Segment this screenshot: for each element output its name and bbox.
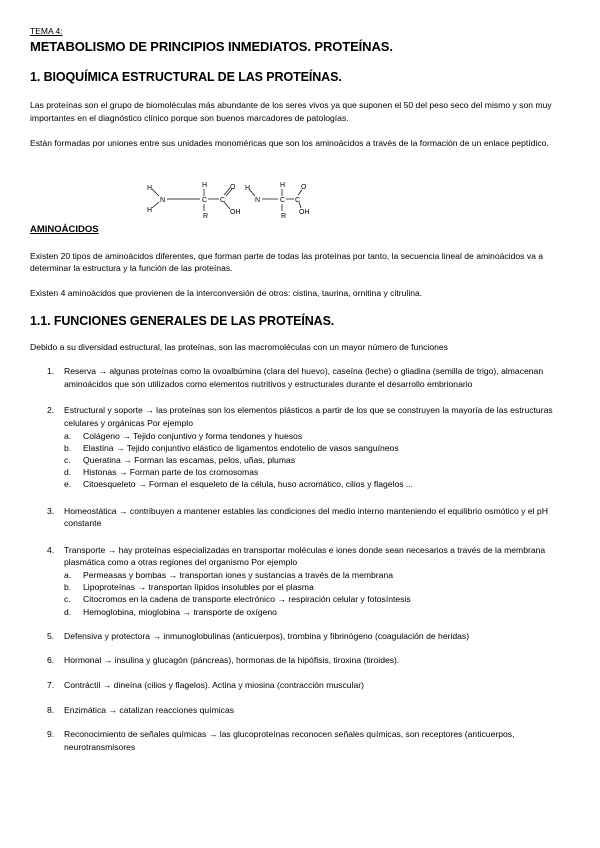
function-number: 4. [47,544,55,555]
function-item [30,704,570,717]
molecule-atom: C [280,197,286,204]
function-subitem [64,581,570,593]
aminoacidos-paragraph-1: Existen 20 tipos de aminoácidos diferentes, que forman parte de todas las proteínas por tanto, la secuencia lineal de aminoácidos va a determinar la estructura y la función de las proteínas. [30,250,544,274]
aminoacidos-paragraph-2: Existen 4 aminoácidos que provienen de la interconversión de otros: cistina, taurina, ornitina y citrulina. [30,287,423,298]
subitem-letter: b. [64,442,72,453]
function-item [30,505,570,530]
function-number: 7. [47,679,55,690]
tema-label: TEMA 4: [30,26,63,36]
function-item [30,728,570,753]
functions-list [30,365,570,753]
molecule-atom: OH [299,209,310,216]
subitem-text: Elastina → Tejido conjuntivo elástico de ligamentos endotelio de vasos sanguíneos [83,442,399,453]
subitem-text: Lipoproteínas → transportan lípidos insolubles por el plasma [83,582,314,593]
subitem-letter: a. [64,430,72,441]
function-item [30,544,570,618]
subitem-letter: b. [64,582,72,593]
function-subitem [64,454,570,466]
section-1-1-title: 1.1. FUNCIONES GENERALES DE LAS PROTEÍNAS. [30,313,335,328]
function-text: Contráctil → dineína (cilios y flagelos). Actina y miosina (contracción muscular) [64,679,364,690]
function-text: Enzimática → catalizan reacciones químicas [64,704,235,715]
function-number: 1. [47,366,55,377]
amino-acid-2 [245,182,310,220]
molecule-atom: C [220,197,226,204]
section-1-title: 1. BIOQUÍMICA ESTRUCTURAL DE LAS PROTEÍNAS. [30,70,342,84]
amino-acid-1 [147,182,241,220]
section-1-1-intro: Debido a su diversidad estructural, las proteínas, son las macromoléculas con un mayor número de funciones [30,341,448,352]
subitem-text: Permeasas y bombas → transportan iones y sustancias a través de la membrana [83,569,394,580]
subitem-letter: c. [64,594,71,605]
peptide-bond-structure [145,156,310,220]
subitem-letter: d. [64,467,72,478]
subitem-text: Citoesqueleto → Forman el esqueleto de la célula, huso acromático, cilios y flagelos ... [83,479,414,490]
subitem-letter: e. [64,479,72,490]
function-number: 8. [47,704,55,715]
molecule-atom: H [245,185,251,192]
molecule-atom: H [280,182,286,189]
function-number: 2. [47,405,55,416]
molecule-atom: O [301,184,307,191]
molecule-atom: R [203,213,209,220]
function-item [30,679,570,692]
molecule-atom: C [295,197,301,204]
function-subitem [64,478,570,490]
function-sublist [64,430,570,491]
function-subitem [64,442,570,454]
molecule-atom: OH [230,209,241,216]
document-title: METABOLISMO DE PRINCIPIOS INMEDIATOS. PROTEÍNAS. [30,39,393,54]
molecule-atom: H [147,185,153,192]
subitem-letter: d. [64,606,72,617]
function-subitem [64,569,570,581]
molecule-atom: H [147,207,153,214]
function-number: 9. [47,729,55,740]
function-subitem [64,430,570,442]
subitem-letter: c. [64,454,71,465]
aminoacidos-heading: AMINOÁCIDOS [30,223,99,235]
function-item [30,365,570,390]
molecule-atom: C [202,197,208,204]
molecule-atom: N [255,197,261,204]
function-text: Reserva → algunas proteínas como la ovoalbúmina (clara del huevo), caseína (leche) o gliadina (semilla de trigo), almacenan aminoácidos que son utilizados como elementos nutritivos y estructurales durante el desarrollo embrionario [64,366,544,389]
subitem-letter: a. [64,569,72,580]
function-item [30,654,570,667]
molecule-atom: N [160,197,166,204]
subitem-text: Hemoglobina, mioglobina → transporte de oxígeno [83,606,277,617]
function-subitem [64,606,570,618]
function-number: 6. [47,655,55,666]
function-item [30,630,570,643]
molecule-atom: H [202,182,208,189]
function-text: Reconocimiento de señales químicas → las glucoproteínas reconocen señales químicas, son receptores (anticuerpos, neurotransmisores [64,729,515,752]
subitem-text: Histonas → Forman parte de los cromosomas [83,467,259,478]
function-item [30,404,570,490]
function-text: Estructural y soporte → las proteínas son los elementos plásticos a partir de los que se construyen la mayoría de las estructuras celulares y orgánicas Por ejemplo [64,405,553,428]
subitem-text: Citocromos en la cadena de transporte electrónico → respiración celular y fotosíntesis [83,594,411,605]
function-text: Homeostática → contribuyen a mantener estables las condiciones del medio interno manteniendo el equilibrio osmótico y el pH constante [64,505,548,529]
function-subitem [64,466,570,478]
function-number: 3. [47,505,55,516]
section-1-paragraph-1: Las proteínas son el grupo de biomoléculas más abundante de los seres vivos ya que suponen el 50 del peso seco del mismo y son muy importantes en el diagnóstico clínico porque son buenos marcadores de patologías. [30,100,552,123]
function-sublist [64,569,570,618]
function-text: Defensiva y protectora → inmunoglobulinas (anticuerpos), trombina y fibrinógeno (coagulación de heridas) [64,630,470,641]
function-text: Transporte → hay proteínas especializadas en transportar moléculas e iones donde sean necesarios a través de la membrana plasmática como a otras regiones del organismo Por ejemplo [64,544,546,568]
function-text: Hormonal → insulina y glucagón (páncreas), hormonas de la hipófisis, tiroxina (tiroides). [64,655,400,666]
document-page [30,26,570,753]
molecule-atom: R [281,213,287,220]
section-1-paragraph-2: Están formadas por uniones entre sus unidades monoméricas que son los aminoácidos a través de la formación de un enlace peptídico. [30,138,549,149]
function-subitem [64,593,570,605]
molecule-atom: O [230,184,236,191]
function-number: 5. [47,630,55,641]
subitem-text: Colágeno → Tejido conjuntivo y forma tendones y huesos [83,430,303,441]
subitem-text: Queratina → Forman las escamas, pelos, uñas, plumas [83,454,296,465]
